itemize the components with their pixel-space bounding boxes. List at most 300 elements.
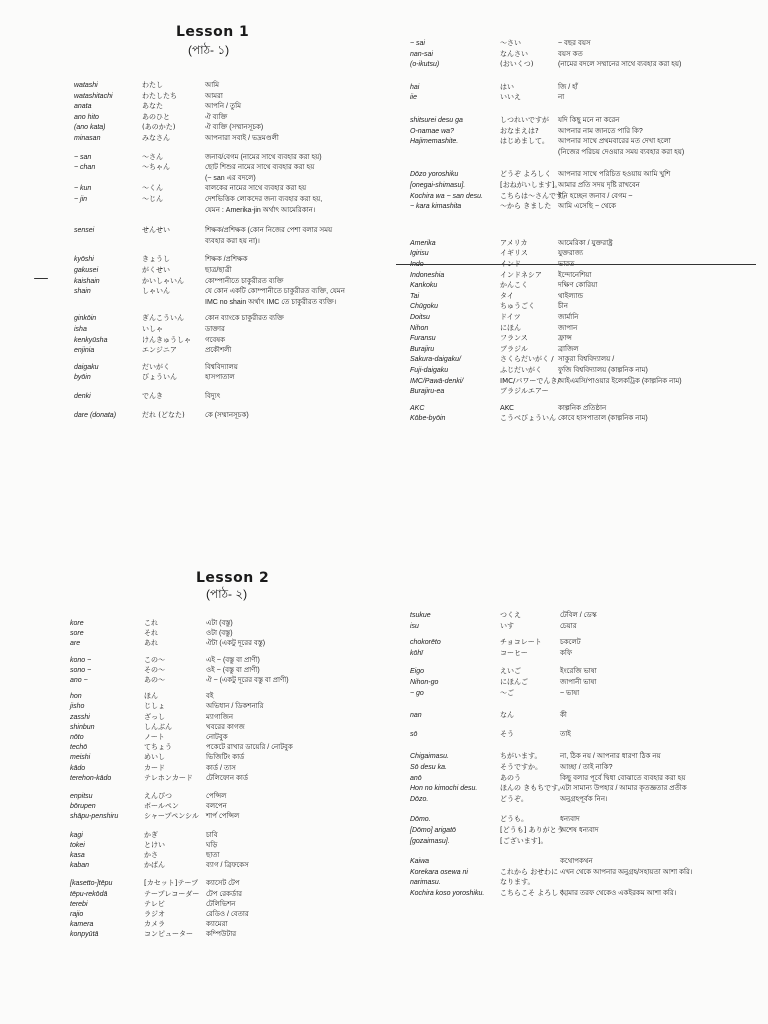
romaji-text: kamera [70,921,94,929]
japanese-text: どうぞ。 [500,794,528,803]
japanese-text: この～ [144,655,165,664]
margin-mark [34,278,48,279]
romaji-text: Sō desu ka. [410,764,447,771]
romaji-text: ginkōin [74,315,97,323]
bengali-text: ঘড়ি [206,841,218,849]
vocab-row [384,59,768,70]
vocab-row [0,929,384,940]
bengali-text: থাইল্যান্ড [558,292,584,300]
bengali-text: যেমন : Amerika-jin অর্থাৎ আমেরিকান। [205,206,316,214]
japanese-text: ブラジル [500,344,528,353]
bengali-text: ঐ ব্যক্তি [205,113,228,121]
vocab-row [0,183,384,194]
bengali-text: সাকুরা বিশ্ববিদ্যালয় / [558,356,615,364]
bengali-text: কম্পিউটার [206,931,237,939]
romaji-text: denki [74,393,91,400]
romaji-text: ~ kun [74,185,92,193]
romaji-text: Kochira wa ~ san desu. [410,192,483,200]
vocab-row [384,312,768,323]
romaji-text: Chigaimasu. [410,753,449,761]
japanese-text: ～ご [500,688,514,697]
vocab-row [384,386,768,397]
romaji-text: kagi [70,831,83,839]
vocab-row [0,335,384,346]
bengali-text: কিছু বলার পূর্বে দ্বিধা বোঝাতে ব্যবহার করা হয় [560,774,686,782]
romaji-text: Amerika [410,239,436,247]
romaji-text: nōto [70,734,84,741]
japanese-text: こうべびょういん [500,414,556,423]
japanese-text: ふじだいがく [500,366,542,374]
japanese-text: かいしゃいん [142,276,184,285]
romaji-text: tēpu-rekōdā [70,890,108,898]
romaji-text: kōhī [410,649,423,657]
japanese-text: カード [144,763,165,772]
romaji-text: Burajiru [410,345,435,353]
japanese-text: ノート [144,733,165,741]
japanese-text: おなまえは? [500,126,539,135]
vocab-row [0,265,384,276]
vocab-row [384,180,768,191]
vocab-row [0,638,384,649]
vocab-row [384,666,768,677]
japanese-text: きょうし [142,255,170,264]
bengali-text: আচ্ছা / তাই নাকি? [560,764,613,771]
bengali-text: ঐ ~ (একটু দূরের বস্তু বা প্রাণী) [206,677,289,684]
vocab-row [384,238,768,249]
japanese-text: だれ (どなた) [142,410,185,419]
bengali-text: (~ san এর বদলে) [205,174,256,182]
japanese-text: ～さん [142,152,163,161]
romaji-text: Kochira koso yoroshiku. [410,890,485,897]
vocab-row [384,323,768,334]
romaji-text: [onegai-shimasu]. [410,182,466,189]
japanese-text: フランス [500,334,528,343]
romaji-text: tokei [70,841,85,849]
vocab-row [384,169,768,180]
romaji-text: kyōshi [74,256,94,264]
japanese-text: なん [500,711,514,720]
bengali-text: দক্ষিণ কোরিয়া [558,282,598,290]
romaji-text: sore [70,630,84,638]
romaji-text: kono ~ [70,656,92,664]
bengali-text: আপনারা সবাই / ভদ্রমণ্ডলী [205,135,279,142]
vocab-row [384,413,768,424]
romaji-text: Furansu [410,335,436,343]
bengali-text: ব্যবহার করা হয় না)। [205,237,260,245]
japanese-text: コーヒー [500,648,528,657]
romaji-text: iie [410,94,418,102]
bengali-text: এখন থেকে আপনার অনুগ্রহ/সহায়তা আশা করি। [560,868,693,876]
bengali-text: ম্যাগাজিন [206,713,234,721]
romaji-text: ano ~ [70,677,88,684]
romaji-text: shain [74,288,91,296]
lesson-subtitle: (পাঠ- ২) [206,587,248,601]
bengali-text: (নিজের পরিচয় দেওয়ার সময় ব্যবহার করা হয়) [558,148,685,156]
vocab-row [0,860,384,871]
bengali-text: আপনার নাম জানতে পারি কি? [558,127,643,135]
vocab-row [0,345,384,356]
bengali-text: দেশভিত্তিক লোকদের জন্য ব্যবহার করা হয়, [205,196,323,203]
romaji-text: tsukue [410,612,431,619]
japanese-text: あなた [142,102,163,111]
japanese-text: あれ [144,639,158,648]
japanese-text: めいし [144,753,165,762]
vocab-row [0,101,384,112]
romaji-text: AKC [410,404,425,412]
japanese-text: しつれいですが [500,116,549,124]
romaji-text: Indo [410,261,424,268]
bengali-text: ~ বছর বয়স [558,40,591,47]
romaji-text: enpitsu [70,793,93,800]
bengali-text: ক্যাসেট টেপ [206,880,240,888]
vocab-row [384,82,768,93]
japanese-text: とけい [144,840,165,849]
vocab-row [0,372,384,383]
romaji-text: ~ go [410,689,424,697]
bengali-text: ঐ ব্যক্তি (সম্মানসূচক) [205,124,264,132]
bengali-text: যে কোন একটি কোম্পানীতে চাকুরীরত ব্যক্তি, যেমন [205,288,345,296]
vocab-row [0,286,384,297]
bengali-text: খবরের কাগজ [206,723,245,731]
romaji-text: kore [70,620,84,627]
japanese-text: ドイツ [500,313,521,321]
romaji-text: Chūgoku [410,303,439,311]
romaji-text: chokorēto [410,639,441,647]
bengali-text: ইন্দোনেশিয়া [558,271,592,279]
bengali-text: বিদ্যুৎ [205,393,221,400]
vocab-row [0,276,384,287]
vocab-row [384,814,768,825]
vocab-row [384,648,768,659]
bengali-text: শিক্ষক /প্রশিক্ষক [205,256,248,264]
lesson-subtitle: (পাঠ- ১) [188,43,230,57]
bengali-text: ভারত [558,261,575,268]
lesson2-right-page [384,540,768,1024]
romaji-text: sō [410,730,418,738]
japanese-text: ～から きました [500,202,552,211]
vocab-row [384,280,768,291]
bengali-text: ঐটা (একটু দূরের বস্তু) [206,640,266,648]
bengali-text: জনাব/বেগম (নামের সাথে ব্যবহার করা হয়) [205,153,322,161]
bengali-text: আপনি / তুমি [205,103,242,111]
lesson2-left-page [0,540,384,1024]
bengali-text: ভিজিটিং কার্ড [206,754,245,762]
romaji-text: Tai [410,292,420,300]
romaji-text: sensei [74,227,95,235]
romaji-text: Dōzo yoroshiku [410,171,459,179]
bengali-text: তাই [560,730,571,738]
japanese-text: はい [500,82,514,91]
romaji-text: bōrupen [70,803,96,811]
japanese-text: いす [500,621,514,630]
vocab-row [384,825,768,836]
bengali-text: ~ ভাষা [560,689,580,697]
bengali-text: জাপানী ভাষা [560,679,597,686]
vocab-row [384,376,768,387]
vocab-row [384,867,768,878]
bengali-text: অশেষ ধন্যবাদ [560,827,599,834]
vocab-row [384,773,768,784]
romaji-text: shāpu-penshiru [70,813,119,821]
japanese-text: なります。 [500,878,535,887]
vocab-row [0,122,384,133]
bengali-text: আইএমসি/পাওয়ার ইলেকট্রিক (কাল্পনিক নাম) [558,377,682,385]
romaji-text: kaban [70,862,90,870]
vocab-row [0,173,384,184]
bengali-text: শার্প পেন্সিল [206,813,240,821]
vocab-row [0,675,384,686]
lesson1-right-page [384,0,768,540]
lesson1-left-page [0,0,384,540]
bengali-text: ওটা (বস্তু) [206,630,233,638]
bengali-text: চাবি [206,831,218,839]
vocab-row [384,49,768,60]
japanese-text: ほん [144,692,158,701]
bengali-text: অভিধান / ডিকশনারি [206,703,264,711]
bengali-text: না, ঠিক নয় / আপনার ধারণা ঠিক নয় [560,753,661,761]
japanese-text: しゃいん [142,287,170,296]
japanese-text: ラジオ [144,910,165,918]
vocab-row [0,152,384,163]
romaji-text: terehon-kādo [70,774,112,782]
romaji-text: O-namae wa? [410,127,454,135]
japanese-text: でんき [142,392,163,400]
bengali-text: টেলিভিশন [206,900,236,908]
bengali-text: এটা সামান্য উপহার / আমার কৃতজ্ঞতার প্রতীক [560,785,687,793]
vocab-row [0,313,384,324]
romaji-text: nan [410,712,422,720]
romaji-text: narimasu. [410,879,441,887]
japanese-text: チョコレート [500,638,542,647]
bengali-text: যদি কিছু মনে না করেন [558,117,620,124]
vocab-row [384,291,768,302]
vocab-row [0,162,384,173]
bengali-text: এটা (বস্তু) [206,620,233,627]
japanese-text: ちがいます。 [500,752,542,761]
bengali-text: ক্যামেরা [206,921,228,929]
romaji-text: techō [70,744,88,752]
japanese-text: いしゃ [142,325,163,333]
bengali-text: কোবে হাসপাতাল (কাল্পনিক নাম) [558,415,648,423]
vocab-row [0,91,384,102]
japanese-text: わたしたち [142,91,177,100]
romaji-text: (ano kata) [74,124,106,132]
vocab-row [0,297,384,308]
bengali-text: গবেষক [205,336,226,344]
vocab-row [384,403,768,414]
lesson-title: Lesson 1 [176,24,250,40]
vocab-row [0,254,384,265]
japanese-text: あのひと [142,112,170,121]
vocab-row [384,856,768,867]
romaji-text: ~ san [74,153,92,161]
romaji-text: kaishain [74,277,100,285]
romaji-text: (o-ikutsu) [410,61,440,69]
romaji-text: terebi [70,900,88,908]
japanese-text: はじめまして。 [500,137,549,146]
japanese-text: あの～ [144,676,165,684]
romaji-text: rajio [70,911,84,918]
romaji-text: isu [410,622,419,630]
japanese-text: アメリカ [500,238,528,247]
romaji-text: Nihon [410,324,429,332]
romaji-text: shinbun [70,723,95,731]
japanese-text: カメラ [144,920,165,929]
japanese-text: かんこく [500,281,528,290]
romaji-text: Doitsu [410,314,430,321]
romaji-text: meishi [70,754,91,762]
romaji-text: kenkyūsha [74,336,108,344]
bengali-text: বিশ্ববিদ্যালয় [205,363,238,371]
bengali-text: ছোট শিশুর নামের সাথে ব্যবহার করা হয় [205,164,315,172]
romaji-text: konpyūtā [70,931,99,939]
japanese-text: にほん [500,323,521,332]
bengali-text: চেয়ার [560,622,577,630]
vocab-row [384,270,768,281]
vocab-row [384,677,768,688]
vocab-row [384,191,768,202]
bengali-text: ছাতা [206,852,220,859]
vocab-row [0,236,384,247]
japanese-text: けんきゅうしゃ [142,335,191,344]
vocab-row [384,333,768,344]
bengali-text: হাসপাতাল [205,374,235,382]
japanese-text: (あのかた) [142,123,176,132]
bengali-text: ওই ~ (বস্তু বা প্রাণী) [206,666,260,674]
japanese-text: その～ [144,665,165,674]
japanese-text: がくせい [142,266,170,274]
bengali-text: ছাত্র/ছাত্রী [205,267,232,274]
japanese-text: みなさん [142,134,170,142]
romaji-text: Korekara osewa ni [410,868,468,876]
japanese-text: ぎんこういん [142,314,184,323]
bengali-text: নোটবুক [206,734,228,741]
japanese-text: インド [500,260,521,268]
japanese-text: ～さい [500,39,521,47]
japanese-text: ～くん [142,184,163,193]
romaji-text: Eigo [410,668,425,676]
japanese-text: これから おせわに [500,867,559,876]
bengali-text: আপনার সাথে প্রথমবারের মত দেখা হলো [558,138,671,146]
japanese-text: だいがく [142,362,170,371]
romaji-text: Kankoku [410,282,438,290]
japanese-text: かさ [144,851,158,859]
bengali-text: টেবিল / ডেস্ক [560,612,597,619]
bengali-text: ফ্রান্স [558,335,572,343]
romaji-text: Hajimemashite. [410,138,459,146]
vocab-row [384,688,768,699]
bengali-text: পকেটে রাখার ডায়েরি / নোটবুক [206,744,293,752]
japanese-text: エンジニア [142,346,177,355]
vocab-row [384,354,768,365]
romaji-text: jisho [70,703,85,711]
romaji-text: Indoneshia [410,271,445,279]
vocab-row [0,225,384,236]
japanese-text: えんぴつ [144,792,172,800]
bengali-text: আমরা [205,92,223,100]
bengali-text: টেপ রেকর্ডার [206,890,242,898]
romaji-text: Sakura-daigaku/ [410,356,461,364]
vocab-row [384,836,768,847]
bengali-text: IMC no shain অর্থাৎ IMC তে চাকুরীরত ব্যক্তি। [205,298,337,306]
japanese-text: かばん [144,861,165,870]
japanese-text: これ [144,619,158,627]
vocab-row [384,610,768,621]
vocab-row [0,112,384,123]
bengali-text: বলপেন [206,803,227,811]
japanese-text: ブラジルエアー [500,387,549,396]
bengali-text: না [558,94,565,102]
bengali-text: কার্ড / তাস [206,764,236,772]
bengali-text: ব্রাজিল [558,345,579,353]
vocab-row [384,201,768,212]
bengali-text: ফুজি বিশ্ববিদ্যালয় (কাল্পনিক নাম) [558,367,648,374]
romaji-text: kādo [70,764,86,772]
japanese-text: じしょ [144,702,165,711]
vocab-row [384,248,768,259]
japanese-text: あのう [500,773,521,782]
romaji-text: are [70,640,81,648]
romaji-text: shitsurei desu ga [410,117,463,124]
bengali-text: কথোপকথন [560,858,593,866]
japanese-text: そうですか。 [500,763,542,771]
romaji-text: Nihon-go [410,679,439,686]
vocab-row [384,365,768,376]
romaji-text: enjinia [74,347,95,355]
romaji-text: Kōbe-byōin [410,415,446,423]
vocab-row [384,126,768,137]
japanese-text: コンピューター [144,930,193,939]
bengali-text: জি / হাঁ [558,83,578,91]
romaji-text: gakusei [74,267,99,274]
bengali-text: জাপান [558,324,578,332]
japanese-text: どうも。 [500,815,528,824]
japanese-text: ざっし [144,712,165,721]
japanese-text: こちらは～さんです。 [500,191,570,200]
romaji-text: hon [70,693,82,701]
romaji-text: watashi [74,82,98,89]
romaji-text: ~ jin [74,196,88,203]
bengali-text: টেলিফোন কার্ড [206,774,249,782]
vocab-row [0,811,384,822]
japanese-text: イギリス [500,249,528,258]
vocab-row [384,344,768,355]
vocab-row [384,637,768,648]
japanese-text: インドネシア [500,270,542,279]
japanese-text: しんぶん [144,722,172,731]
vocab-row [384,147,768,158]
bengali-text: ইংরেজি ভাষা [560,668,597,676]
japanese-text: そう [500,729,514,738]
romaji-text: [gozaimasu]. [410,837,450,845]
vocab-row [0,205,384,216]
japanese-text: どうぞ よろしく [500,170,552,179]
bengali-text: ধন্যবাদ [560,816,580,824]
japanese-text: ～ちゃん [142,163,170,172]
section-divider [396,264,756,265]
vocab-row [384,794,768,805]
romaji-text: ano hito [74,113,99,121]
japanese-text: タイ [500,291,514,300]
japanese-text: わたし [142,81,163,89]
romaji-text: minasan [74,135,101,142]
vocab-row [384,762,768,773]
japanese-text: AKC [500,403,514,412]
japanese-text: [おねがいします]。 [500,181,562,189]
japanese-text: [カセット]テープ [144,879,199,888]
vocab-row [384,38,768,49]
bengali-text: রেডিও / বেতার [206,911,249,918]
